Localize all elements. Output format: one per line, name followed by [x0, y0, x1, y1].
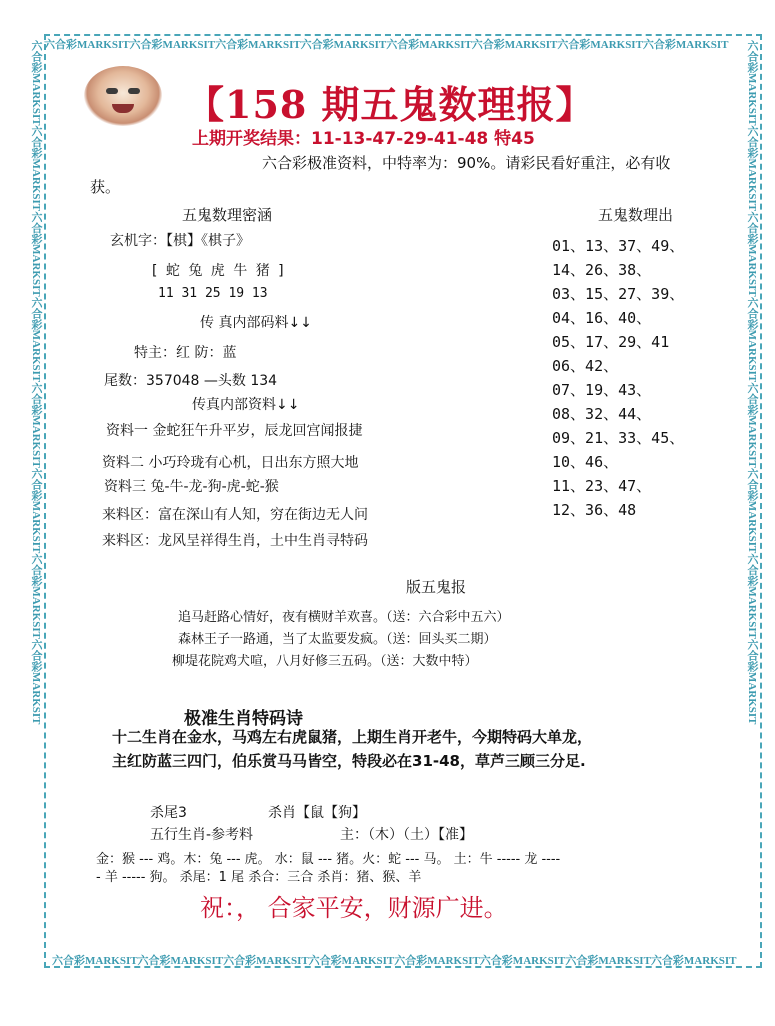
border-strip-right: 六合彩MARKSIT六合彩MARKSIT六合彩MARKSIT六合彩MARKSIT六合彩MARKSIT六合彩MARKSIT六合彩MARKSIT六合彩MARKSIT: [746, 40, 758, 725]
intro-line-2: 获。: [90, 178, 121, 196]
number-row: 10、46、: [552, 453, 619, 471]
number-row: 07、19、43、: [552, 381, 652, 399]
shawei-label: 杀尾3: [150, 805, 187, 821]
version-label: 版五鬼报: [406, 578, 467, 596]
number-row: 08、32、44、: [552, 405, 652, 423]
number-row: 09、21、33、45、: [552, 429, 685, 447]
ziliao-1: 资料一 金蛇狂午升平岁，辰龙回宫闻报捷: [106, 423, 363, 439]
border-strip-bottom: 六合彩MARKSIT六合彩MARKSIT六合彩MARKSIT六合彩MARKSIT六合彩MARKSIT六合彩MARKSIT六合彩MARKSIT六合彩MARKSIT: [52, 955, 737, 967]
number-row: 11、23、47、: [552, 477, 652, 495]
ziliao-2: 资料二 小巧玲珑有心机，日出东方照大地: [102, 455, 359, 471]
version-line-3: 柳堤花院鸡犬喧，八月好修三五码。（送：大数中特）: [172, 654, 478, 669]
avatar-eye-left: [106, 88, 118, 94]
xuanji-line: 玄机字：【棋】《棋子》: [110, 233, 250, 249]
zhu-label: 主：（木）（土）【准】: [340, 827, 473, 843]
intro-line-1: 六合彩极准资料，中特率为：90%。请彩民看好重注，必有收: [262, 154, 671, 172]
tezhu-line: 特主：红 防：蓝: [134, 345, 237, 361]
laoliao-2: 来料区：龙风呈祥得生肖，土中生肖寻特码: [102, 533, 368, 549]
avatar-mouth: [112, 104, 134, 113]
version-line-1: 追马赶路心情好，夜有横财羊欢喜。（送：六合彩中五六）: [178, 610, 510, 625]
zodiac-numbers: 11 31 25 19 13: [158, 286, 268, 301]
number-row: 05、17、29、41: [552, 333, 670, 351]
border-strip-left: 六合彩MARKSIT六合彩MARKSIT六合彩MARKSIT六合彩MARKSIT六合彩MARKSIT六合彩MARKSIT六合彩MARKSIT六合彩MARKSIT: [30, 40, 42, 725]
avatar: [84, 66, 162, 126]
number-row: 06、42、: [552, 357, 619, 375]
ziliao-3: 资料三 兔-牛-龙-狗-虎-蛇-猴: [104, 479, 279, 495]
number-row: 14、26、38、: [552, 261, 652, 279]
laoliao-1: 来料区：富在深山有人知，穷在街边无人问: [102, 507, 368, 523]
border-strip-top: 六合彩MARKSIT六合彩MARKSIT六合彩MARKSIT六合彩MARKSIT六合彩MARKSIT六合彩MARKSIT六合彩MARKSIT六合彩MARKSIT: [44, 39, 729, 51]
weishu-line: 尾数：357048 —头数 134: [104, 373, 278, 389]
version-line-2: 森林王子一路通，当了太监要发疯。（送：回头买二期）: [178, 632, 497, 647]
fax-title-1: 传 真内部码料↓↓: [200, 315, 312, 331]
elements-line-2: - 羊 ----- 狗。 杀尾：1 尾 杀合：三合 杀肖：猪、猴、羊: [96, 870, 422, 885]
avatar-eye-right: [128, 88, 140, 94]
poem-line-2: 主红防蓝三四门，伯乐赏马马皆空，特段必在31-48，草芦三顾三分足.: [112, 752, 586, 770]
poem-line-1: 十二生肖在金水，马鸡左右虎鼠猪，上期生肖开老牛，今期特码大单龙，: [112, 728, 593, 746]
left-heading: 五鬼数理密涵: [182, 206, 273, 224]
fax-title-2: 传真内部资料↓↓: [192, 397, 300, 413]
right-heading: 五鬼数理出: [598, 206, 674, 224]
number-row: 12、36、48: [552, 501, 637, 519]
elements-line-1: 金：猴 --- 鸡。木：兔 --- 虎。 水：鼠 --- 猪。火：蛇 --- 马。 土：牛 ----- 龙 ----: [96, 852, 561, 867]
blessing: 祝：， 合家平安，财源广进。: [200, 894, 508, 922]
shaxiao-label: 杀肖【鼠【狗】: [268, 805, 366, 821]
zodiac-line: [ 蛇 兔 虎 牛 猪 ]: [152, 263, 286, 279]
number-list: [552, 234, 684, 522]
number-row: 01、13、37、49、: [552, 237, 685, 255]
number-row: 03、15、27、39、: [552, 285, 685, 303]
page-title: 【158 期五鬼数理报】: [186, 82, 595, 127]
wuxing-label: 五行生肖-参考料: [150, 827, 254, 843]
last-result: 上期开奖结果：11-13-47-29-41-48 特45: [192, 129, 535, 149]
poem-title: 极准生肖特码诗: [184, 709, 303, 729]
number-row: 04、16、40、: [552, 309, 652, 327]
